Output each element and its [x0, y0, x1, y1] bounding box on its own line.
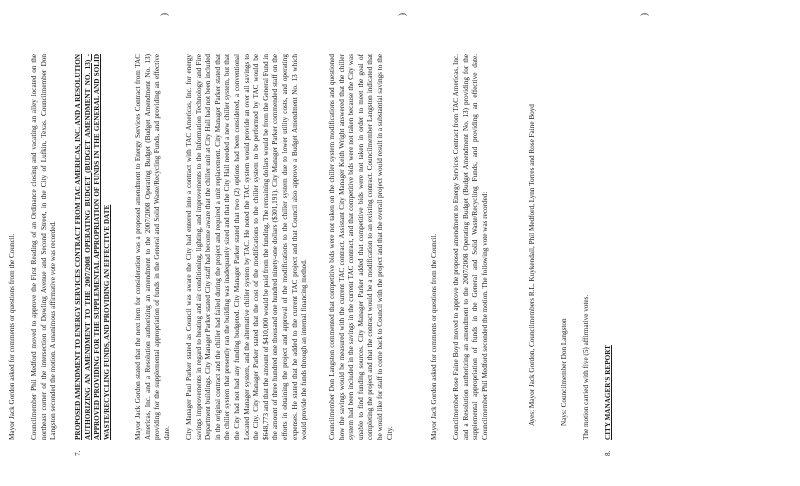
item-7-heading-cont: PROVIDING FOR THE SUPPLEMENTAL APPROPRIATION OF FUNDS IN THE GENERAL AND SOLID WASTE/RECYCLING FUNDS, AND PROVIDING AN EFFECTIVE DATE [93, 53, 111, 440]
item-7-number: 7. [74, 450, 82, 456]
motion-carried: The motion carried with five (5) affirmative votes. [582, 294, 590, 440]
langston-paragraph: Councilmember Don Langston commented that competitive bids were not taken on the chiller system modifications and questioned how the savings would be measured with the current TAC contract. Assistant City Manager Keith Wright answered that the chiller system had been included in the savings in the current TAC contract, and that competitive bids were not taken because the City was unable to find funding sources. City Manager Parker added that competitive bids were not taken in order to meet the goal of completing the project and that the contract would be a modification to an existing contract. Councilmember Langston indicated that he would like for staff to come back to Council with the project and that the overall project would result in a substantial savings to the City. [328, 54, 394, 440]
vote-nays: Nays: Councilmember Don Langston [560, 318, 568, 426]
motion-paragraph: Councilmember Phil Medford moved to approve the First Reading of an Ordinance closing and vacating an alley located on the northeast corner of the intersection of Dowling Avenue and Second Street, in the City of Lufkin, Texas. Councilmember Don Langston seconded the motion. A unanimous affirmative vote was recorded. [30, 54, 58, 440]
item-8-heading: CITY MANAGER'S REPORT [604, 345, 612, 440]
ask-paragraph: Mayor Jack Gordon asked for comments or questions from the Council. [430, 233, 438, 440]
margin-mark: ) [159, 13, 169, 16]
item-7-intro-paragraph: Mayor Jack Gordon stated that the next item for consideration was a proposed amendment to Energy Services Contract from TAC Americas, Inc. and a Resolution authorizing an amendment to the 2007/2008 Operating Budget (Budget Amendment No. 13) providing for the supplemental appropriation of funds in the General and Solid Waste/Recycling Funds, and providing an effective date. [134, 54, 171, 440]
item-7-heading-line: PROPOSED AMENDMENT TO ENERGY SERVICES CONTRACT FROM TAC AMERICAS, INC. AND A RESOLUTION AUTHORIZING AN AMENDMENT TO THE 2007/2008 OPERATING BUDGET (BUDGET AMENDMENT NO. 13) - APPROVED [74, 54, 102, 440]
item-8-number: 8. [604, 450, 612, 456]
margin-mark: ) [639, 13, 649, 16]
intro-paragraph: Mayor Jack Gordon asked for comments or questions from the Council. [8, 233, 16, 440]
margin-mark: ) [397, 13, 407, 16]
boyd-motion-paragraph: Councilmember Rose Faine Boyd moved to approve the proposed amendment to Energy Services Contract from TAC Americas, Inc. and a Resolution authorizing an amendment to the 2007/2008 Operating Budget (Budget Amendment No. 13) providing for the supplemental appropriation of funds in the General and Solid Waste/Recycling Funds, and providing an effective date. Councilmember Phil Medford seconded the motion. The following vote was recorded: [452, 54, 489, 440]
vote-ayes: Ayes: Mayor Jack Gordon, Councilmembers R.L. Kuykendall, Phil Medford, Lynn Torres and Rose Faine Boyd [528, 104, 536, 426]
city-manager-paragraph: City Manager Paul Parker stated as Council was aware the City had entered into a contract with TAC Americas, Inc. for energy savings improvements in regard to heating and air conditioning, lighting, and improvements to the Information Technology and Fire Department buildings. City Manager Parker stated City staff had become aware that the chiller unit at City Hall had not been included in the original contract and the chiller had failed during the project and required a unit replacement. City Manager Parker stated that the chiller system that presently ran the building was inadequately sized and that the City Hall needed a new chiller system, but that the City had not had any funding budgeted. City Manager Parker stated that two (2) options had been considered, a conventional Located Manager system, and the alternative chiller system by TAC. He noted the TAC system would provide an over all savings to the City. City Manager Parker stated that the cost of the modifications to the chiller system to be performed by TAC would be $648,773 and that the amount of $410,000 would be paid from the funding. The remaining dollars would be from the General Fund in the amount of three hundred one thousand one hundred ninety-one dollars ($301,191). City Manager Parker commended staff on the efforts in obtaining the project and approval of the modifications to the chiller system due to lower utility costs, and operating expenses. He stated that he added to the current TAC project and that Council also approve a Budget Amendment No. 13 which would provide the funds through an internal financing method. [185, 54, 309, 440]
item-7-heading [74, 54, 112, 440]
